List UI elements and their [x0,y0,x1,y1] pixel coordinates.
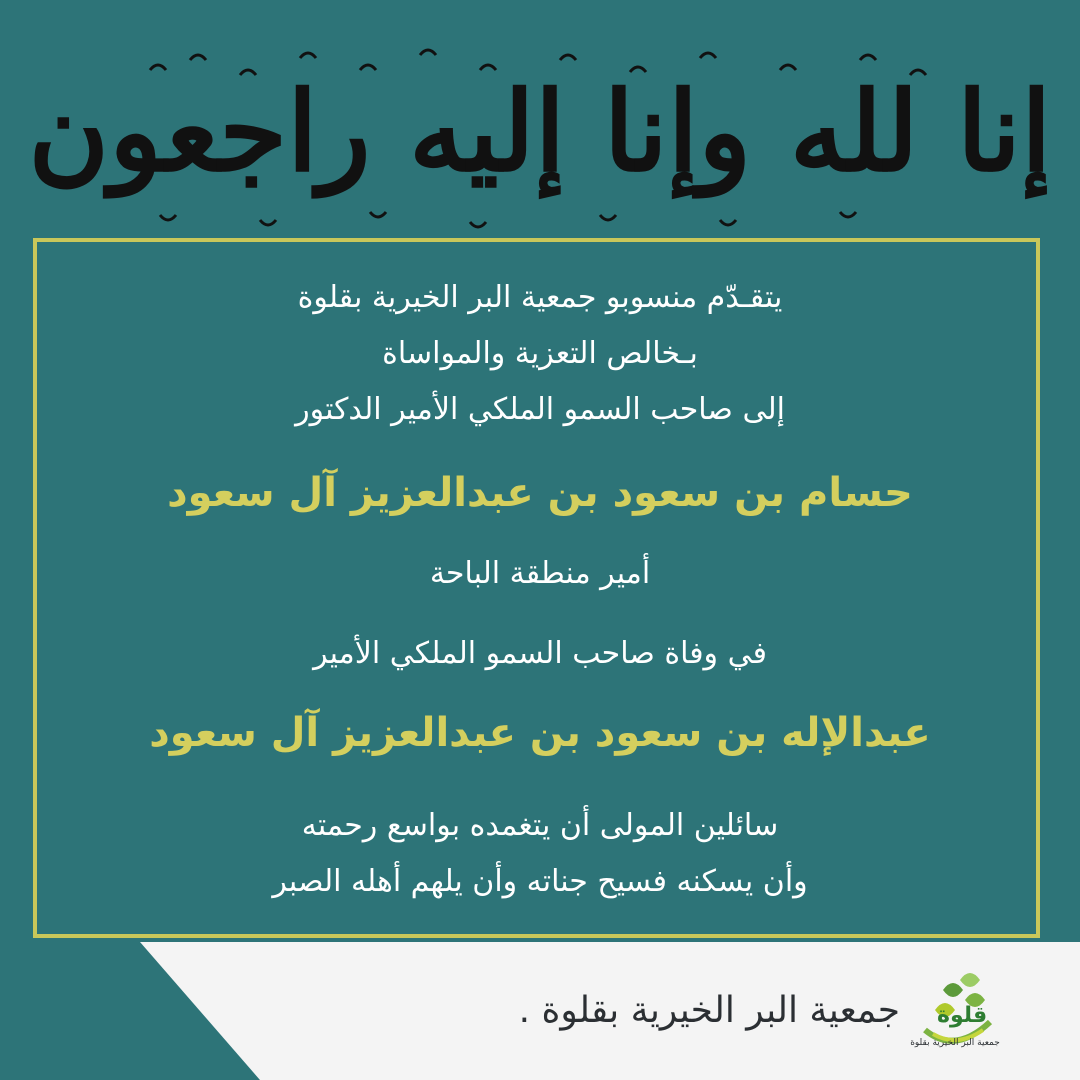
deceased-name: عبدالإله بن سعود بن عبدالعزيز آل سعود [149,710,931,756]
message-line-1: يتقـدّم منسوبو جمعية البر الخيرية بقلوة [297,280,783,315]
organization-name: جمعية البر الخيرية بقلوة . [518,990,900,1031]
message-line-3: إلى صاحب السمو الملكي الأمير الدكتور [295,392,785,427]
logo-caption: جمعية البر الخيرية بقلوة [910,1038,1000,1048]
message-line-6: وأن يسكنه فسيح جناته وأن يلهم أهله الصبر [272,864,808,899]
message-line-2: بـخالص التعزية والمواساة [382,336,698,371]
svg-text:قلوة: قلوة [937,1003,988,1028]
calligraphy-header [0,0,1080,240]
message-line-4: في وفاة صاحب السمو الملكي الأمير [313,636,767,671]
honoree-title: أمير منطقة الباحة [429,556,651,591]
honoree-name: حسام بن سعود بن عبدالعزيز آل سعود [167,470,913,516]
calligraphy-text: إنا لله وإنا إليه راجعون [28,67,1052,196]
message-line-5: سائلين المولى أن يتغمده بواسع رحمته [301,808,779,843]
